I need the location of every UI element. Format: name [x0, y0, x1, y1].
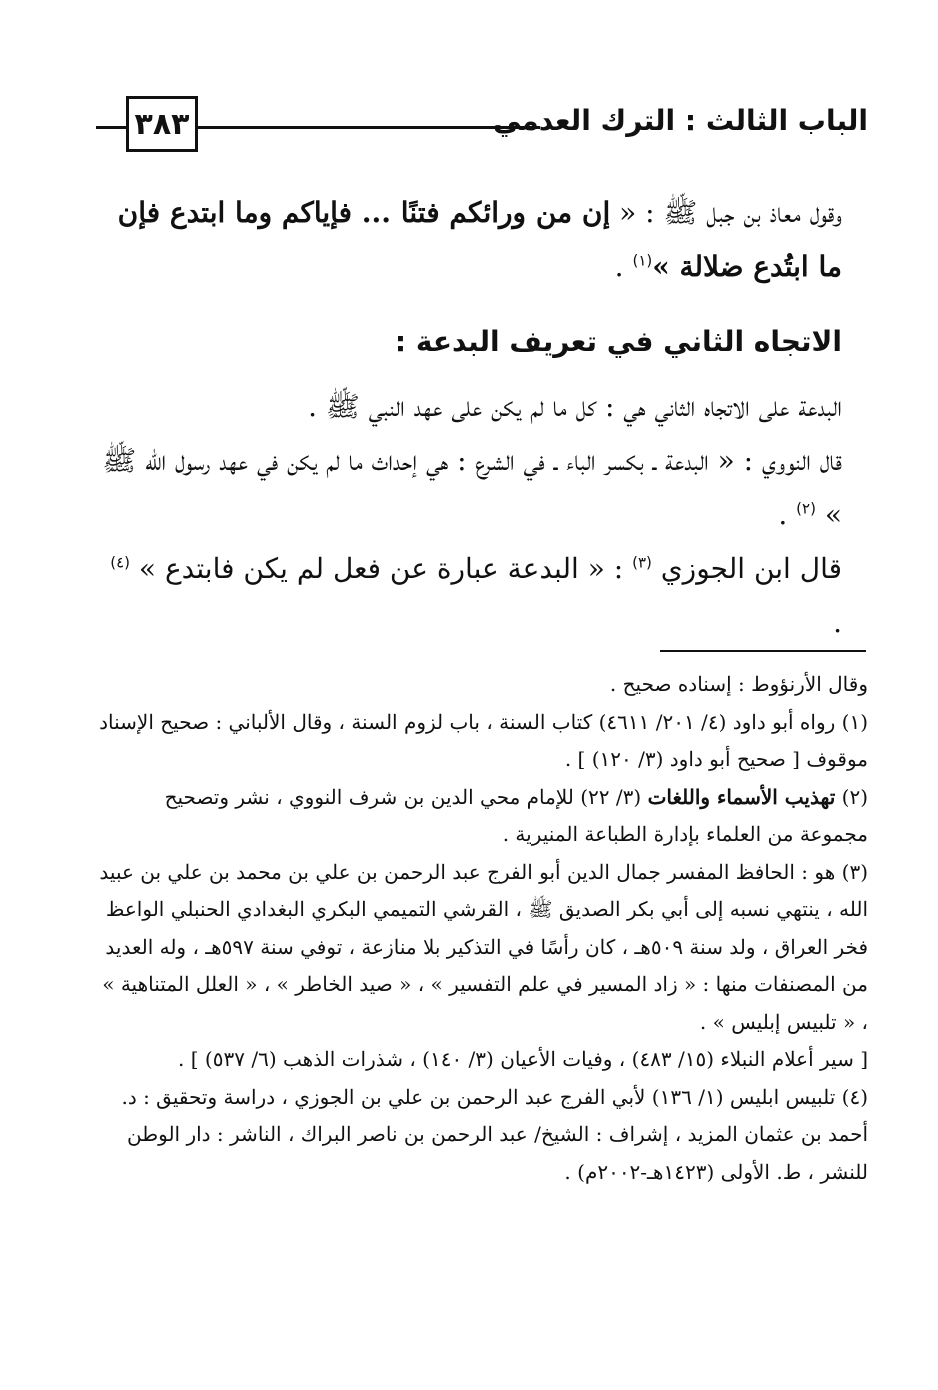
chapter-title: الباب الثالث : الترك العدمي	[493, 104, 868, 137]
footnote-ref-1[interactable]: (١)	[632, 251, 653, 270]
footnote-2-text: (٣/ ٢٢) للإمام محي الدين بن شرف النووي ، نشر وتصحيح مجموعة من العلماء بإدارة الطباعة المنيرية .	[164, 784, 868, 846]
header-rule-right	[198, 126, 540, 129]
paragraph-muadh	[96, 186, 868, 294]
footnote-2-number: (٢)	[835, 784, 868, 809]
main-text	[96, 186, 868, 650]
footnote-ref-2[interactable]: (٢)	[796, 499, 816, 518]
header-rule-left	[96, 126, 126, 129]
page-number-text: ٣٨٣	[134, 106, 190, 142]
footnote-1: (١) رواه أبو داود (٤/ ٢٠١/ ٤٦١١) كتاب السنة ، باب لزوم السنة ، وقال الألباني : صحيح الإسناد موقوف [ صحيح أبو داود (٣/ ١٢٠) ] .	[99, 709, 868, 771]
footnotes	[96, 666, 868, 1191]
muadh-quote: إن من ورائكم فتنًا ... فإياكم وما ابتدع فإن ما ابتُدع ضلالة	[117, 196, 842, 283]
muadh-quote-close: »	[652, 250, 680, 283]
paragraph-nawawi	[96, 434, 868, 542]
muadh-end: .	[614, 250, 633, 283]
footnote-3: (٣) هو : الحافظ المفسر جمال الدين أبو الفرج عبد الرحمن بن علي بن محمد بن علي بن عبيد الله ، ينتهي نسبه إلى أبي بكر الصديق ﷺ ، القرشي التميمي البكري البغدادي الحنبلي الواعظ فخر العراق ، ولد سنة ٥٠٩هـ ، كان رأسًا في التذكير بلا منازعة ، توفي سنة ٥٩٧هـ ، وله العديد من المصنفات منها : « زاد المسير في علم التفسير » ، « صيد الخاطر » ، « العلل المتناهية » ، « تلبيس إبليس » .	[99, 859, 868, 1034]
footnote-2-book-title: تهذيب الأسماء واللغات	[647, 784, 836, 809]
nawawi-end: .	[778, 498, 797, 531]
jawzi-intro: قال ابن الجوزي	[651, 552, 842, 585]
footnote-ref-4[interactable]: (٤)	[110, 553, 130, 572]
jawzi-end: .	[833, 606, 842, 639]
paragraph-jawzi	[96, 542, 868, 650]
footnote-4: (٤) تلبيس ابليس (١/ ١٣٦) لأبي الفرج عبد الرحمن بن علي بن الجوزي ، دراسة وتحقيق : د. أحمد بن عثمان المزيد ، إشراف : الشيخ/ عبد الرحمن بن ناصر البراك ، الناشر : دار الوطن للنشر ، ط. الأولى (١٤٢٣هـ-٢٠٠٢م) .	[121, 1084, 868, 1184]
jawzi-quote: : « البدعة عبارة عن فعل لم يكن فابتدع »	[138, 552, 633, 585]
section-heading: الاتجاه الثاني في تعريف البدعة :	[394, 325, 842, 358]
footnote-ref-3[interactable]: (٣)	[632, 553, 652, 572]
page-header	[0, 0, 938, 170]
footnote-3-sources: [ سير أعلام النبلاء (١٥/ ٤٨٣) ، وفيات الأعيان (٣/ ١٤٠) ، شذرات الذهب (٦/ ٥٣٧) ] .	[178, 1047, 868, 1071]
footnote-2	[96, 779, 868, 854]
muadh-intro: وقول معاذ بن جبل ﷺ : «	[610, 196, 842, 229]
page-number	[126, 96, 198, 152]
footnote-continuation: وقال الأرنؤوط : إسناده صحيح .	[609, 672, 868, 696]
paragraph-definition: البدعة على الاتجاه الثاني هي : كل ما لم يكن على عهد النبي ﷺ .	[308, 390, 842, 423]
footnote-separator	[660, 650, 866, 652]
nawawi-text: قال النووي : « البدعة ـ بكسر الباء ـ في الشرع : هي إحداث ما لم يكن في عهد رسول الله ﷺ »	[102, 444, 842, 531]
